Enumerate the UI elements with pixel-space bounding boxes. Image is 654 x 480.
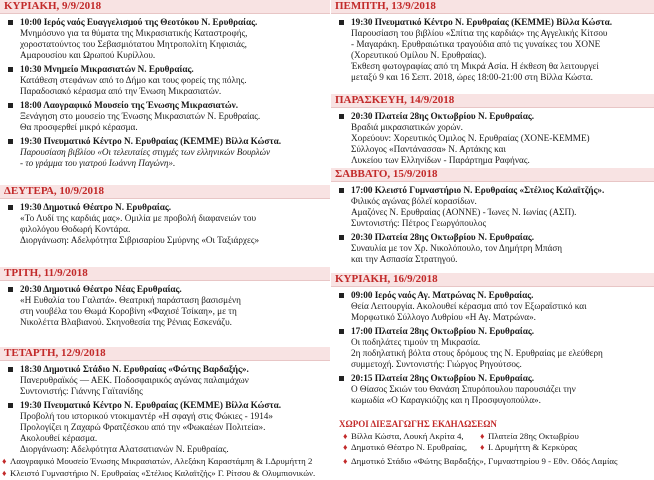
event-detail-line: συμμετοχή. Συντονιστής: Γιώργος Ρηγούτσος.: [351, 359, 522, 369]
event-detail-line: Νικολέττα Βλαβιανού. Σκηνοθεσία της Ρένιας Εσκενάζυ.: [20, 317, 232, 327]
event-detail-line: Προλογίζει η Ζαχαρώ Φρατζέσκου από την «Φωκαέων Πολιτεία».: [20, 422, 266, 432]
diamond-bullet-icon: ♦: [480, 442, 485, 452]
event-detail-line: Συντονιστής: Πέτρος Γεωργόπουλος: [351, 218, 487, 228]
event-item: [331, 111, 654, 166]
event-item: [331, 17, 654, 83]
event-detail-line: Διοργάνωση: Αδελφότητα Αλατσατιανών Ν. Ερυθραίας.: [20, 444, 229, 454]
venue-text: Λαογραφικό Μουσείο Ένωσης Μικρασιατών, Αλεξάκη Καραστάμπη & Ι.Δρυμήττη 2: [10, 456, 313, 466]
day-section: [0, 0, 330, 185]
event-detail-line: Μνημόσυνο για τα θύματα της Μικρασιατικής Καταστροφής,: [20, 28, 248, 38]
event-detail-line: Θεία Λειτουργία. Ακολουθεί κέρασμα από τον Εξωραϊστικό και: [351, 301, 587, 311]
event-detail-line: Έκθεση φωτογραφίας από τη Μικρά Ασία. Η έκθεση θα λειτουργεί: [351, 61, 599, 71]
day-section: [0, 267, 330, 347]
event-detail-line: Πανερυθραϊκός — ΑΕΚ. Ποδοσφαιρικός αγώνας παλαιμάχων: [20, 375, 249, 385]
event-time-venue: 19:30 Πνευματικό Κέντρο Ν. Ερυθραίας (ΚΕΜΜΕ) Βίλλα Κώστα.: [351, 17, 613, 27]
event-time-venue: 09:00 Ιερός ναός Αγ. Ματρώνας Ν. Ερυθραίας.: [351, 290, 534, 300]
venue-item: [480, 442, 577, 452]
event-detail-line: Κατάθεση στεφάνων από το Δήμο και τους φορείς της πόλης.: [20, 75, 247, 85]
event-detail-line: Λυκείου των Ελληνίδων - Παράρτημα Ραφήνας.: [351, 155, 530, 165]
event-detail-line: κωμωδία «Ο Καραγκιόζης και η Προσφυγοπούλα».: [351, 395, 541, 405]
bullet-square-icon: [339, 329, 344, 334]
venue-text: Δημοτικό Θέατρο Ν. Ερυθραίας,: [351, 442, 468, 452]
day-header: ΚΥΡΙΑΚΗ, 16/9/2018: [331, 273, 654, 287]
event-item: [0, 17, 330, 61]
venue-item: [343, 431, 464, 441]
bullet-square-icon: [8, 67, 13, 72]
day-header: ΠΕΜΠΤΗ, 13/9/2018: [331, 0, 654, 14]
event-detail-line: Θα προσφερθεί μικρό κέρασμα.: [20, 122, 138, 132]
bullet-square-icon: [339, 293, 344, 298]
event-time-venue: 17:00 Πλατεία 28ης Οκτωβρίου Ν. Ερυθραίας.: [351, 326, 535, 336]
event-item: [331, 373, 654, 406]
event-item: [331, 290, 654, 323]
venue-text: Δημοτικό Στάδιο «Φώτης Βαρδαξής», Γυμναστηρίου 9 - Εθν. Οδός Λαμίας: [351, 456, 618, 466]
diamond-bullet-icon: ♦: [2, 468, 7, 478]
event-detail-line: Προβολή του ιστορικού ντοκιμαντέρ «Η σφαγή στις Φώκιες - 1914»: [20, 411, 273, 421]
bullet-square-icon: [339, 114, 344, 119]
bullet-square-icon: [8, 205, 13, 210]
bullet-square-icon: [8, 20, 13, 25]
event-detail-line: (Χορευτικού Ομίλου Ν. Ερυθραίας).: [351, 50, 487, 60]
day-section: [331, 273, 654, 419]
event-detail-line: Αμαρουσίου και Ωρωπού Κυρίλλου.: [20, 50, 156, 60]
event-item: [0, 136, 330, 169]
event-item: [0, 64, 330, 97]
event-item: [331, 232, 654, 265]
day-header: ΠΑΡΑΣΚΕΥΗ, 14/9/2018: [331, 94, 654, 108]
event-detail-line: Ξενάγηση στο μουσείο της Ένωσης Μικρασιατών Ν. Ερυθραίας.: [20, 111, 261, 121]
event-detail-line: μεταξύ 9 και 16 Σεπτ. 2018, ώρες 18:00-21:00 στη Βίλλα Κώστα.: [351, 72, 593, 82]
event-item: [0, 364, 330, 397]
day-header: ΔΕΥΤΕΡΑ, 10/9/2018: [0, 185, 330, 199]
event-detail-line: Χορεύουν: Χορευτικός Όμιλος Ν. Ερυθραίας (ΧΟΝΕ-ΚΕΜΜΕ): [351, 133, 590, 143]
diamond-bullet-icon: ♦: [343, 431, 348, 441]
event-time-venue: 20:15 Πλατεία 28ης Οκτωβρίου Ν. Ερυθραίας.: [351, 373, 535, 383]
venue-item: [2, 468, 315, 478]
diamond-bullet-icon: ♦: [343, 442, 348, 452]
event-detail-line: Διοργάνωση: Αδελφότητα Σιβρισαρίου Σμύρνης «Οι Ταξιάρχες»: [20, 235, 260, 245]
event-item: [331, 185, 654, 229]
day-section: [331, 0, 654, 94]
event-detail-line: στη νουβέλα του Θωμά Κοροβίνη «Φαχισέ Τσίκαη», με τη: [20, 306, 237, 316]
diamond-bullet-icon: ♦: [480, 431, 485, 441]
day-section: [0, 347, 330, 465]
event-time-venue: 18:00 Λαογραφικό Μουσείο της Ένωσης Μικρασιατών.: [20, 100, 239, 110]
bullet-square-icon: [339, 376, 344, 381]
event-detail-line: - Μαγαράκη. Ερυθραιώτικα τραγούδια από τις γυναίκες του ΧΟΝΕ: [351, 39, 601, 49]
event-detail-line: Συντονιστής: Γιάννης Γαϊτανίδης: [20, 386, 143, 396]
event-detail-line: Παρουσίαση του βιβλίου «Σπίτια της καρδιάς» της Αγγελικής Κίτσου: [351, 28, 608, 38]
event-detail-line: Οι ποδηλάτες τιμούν τη Μικρασία.: [351, 337, 481, 347]
venue-item: [2, 456, 312, 466]
day-section: [331, 168, 654, 273]
event-time-venue: 20:30 Δημοτικό Θέατρο Νέας Ερυθραίας.: [20, 284, 182, 294]
bullet-square-icon: [8, 287, 13, 292]
event-detail-line: Φιλικός αγώνας βόλεϊ κορασίδων.: [351, 196, 477, 206]
event-time-venue: 10:00 Ιερός ναός Ευαγγελισμού της Θεοτόκου Ν. Ερυθραίας.: [20, 17, 258, 27]
event-time-venue: 19:30 Πνευματικό Κέντρο Ν. Ερυθραίας (ΚΕΜΜΕ) Βίλλα Κώστα.: [20, 400, 282, 410]
bullet-square-icon: [339, 20, 344, 25]
event-detail-line: - το γράμμα του γιατρού Ιωάννη Παγώνη».: [20, 158, 176, 168]
day-header: ΤΡΙΤΗ, 11/9/2018: [0, 267, 330, 281]
event-detail-line: χοροστατούντος του Σεβασμιότατου Μητροπολίτη Κηφισιάς,: [20, 39, 247, 49]
day-section: [0, 185, 330, 267]
day-header: ΣΑΒΒΑΤΟ, 15/9/2018: [331, 168, 654, 182]
event-detail-line: Παραδοσιακό κέρασμα από την Ένωση Μικρασιατών.: [20, 86, 222, 96]
venue-text: Βίλλα Κώστα, Λουκή Ακρίτα 4,: [351, 431, 464, 441]
event-time-venue: 17:00 Κλειστό Γυμναστήριο Ν. Ερυθραίας «Στέλιος Καλαϊτζής».: [351, 185, 605, 195]
venue-item: [480, 431, 579, 441]
event-item: [0, 100, 330, 133]
event-item: [0, 284, 330, 328]
event-detail-line: Συναυλία με τον Χρ. Νικολόπουλο, τον Δημήτρη Μπάση: [351, 243, 563, 253]
venue-text: Ι. Δρυμήττη & Κερκύρας: [488, 442, 578, 452]
event-detail-line: και την Ασπασία Στρατηγού.: [351, 254, 458, 264]
bullet-square-icon: [339, 235, 344, 240]
event-detail-line: Ο Θίασος Σκιών του Θανάση Σπυρόπουλου παρουσιάζει την: [351, 384, 576, 394]
event-detail-line: Σύλλογος «Παντάνασσα» Ν. Αρτάκης και: [351, 144, 506, 154]
diamond-bullet-icon: ♦: [343, 456, 348, 466]
event-detail-line: Βραδιά μικρασιατικών χορών.: [351, 122, 463, 132]
event-detail-line: Παρουσίαση βιβλίου «Οι τελευταίες στιγμές των ελληνικών Βουρλών: [20, 147, 271, 157]
event-detail-line: Μορφωτικό Σύλλογο Λυθρίου «Η Αγ. Ματρώνα».: [351, 312, 536, 322]
bullet-square-icon: [8, 403, 13, 408]
event-item: [0, 400, 330, 455]
bullet-square-icon: [8, 367, 13, 372]
event-item: [331, 326, 654, 370]
event-time-venue: 18:30 Δημοτικό Στάδιο Ν. Ερυθραίας «Φώτης Βαρδαξής».: [20, 364, 249, 374]
event-time-venue: 20:30 Πλατεία 28ης Οκτωβρίου Ν. Ερυθραίας.: [351, 111, 535, 121]
venue-item: [343, 442, 467, 452]
event-time-venue: 10:30 Μνημείο Μικρασιατών Ν. Ερυθραίας.: [20, 64, 194, 74]
bullet-square-icon: [8, 103, 13, 108]
day-header: ΚΥΡΙΑΚΗ, 9/9/2018: [0, 0, 330, 14]
event-detail-line: 2η ποδηλατική βόλτα στους δρόμους της Ν. Ερυθραίας με ελεύθερη: [351, 348, 603, 358]
venues-heading: ΧΩΡΟΙ ΔΙΕΞΑΓΩΓΗΣ ΕΚΔΗΛΩΣΕΩΝ: [339, 419, 497, 429]
event-item: [0, 202, 330, 246]
bullet-square-icon: [8, 139, 13, 144]
diamond-bullet-icon: ♦: [2, 456, 7, 466]
event-detail-line: Ακολουθεί κέρασμα.: [20, 433, 98, 443]
venue-item: [343, 456, 617, 466]
event-time-venue: 19:30 Πνευματικό Κέντρο Ν. Ερυθραίας (ΚΕΜΜΕ) Βίλλα Κώστα.: [20, 136, 282, 146]
event-time-venue: 19:30 Δημοτικό Θέατρο Ν. Ερυθραίας.: [20, 202, 172, 212]
event-detail-line: «Το Λυδί της καρδιάς μας». Ομιλία με προβολή διαφανειών του: [20, 213, 257, 223]
event-detail-line: φιλολόγου Θοδωρή Κοντάρα.: [20, 224, 131, 234]
venue-text: Πλατεία 28ης Οκτωβρίου: [488, 431, 579, 441]
day-section: [331, 94, 654, 168]
venue-text: Κλειστό Γυμναστήριο Ν. Ερυθραίας «Στέλιος Καλαϊτζής» Γ. Ρίτσου & Ολυμπιονικών.: [10, 468, 316, 478]
event-time-venue: 20:30 Πλατεία 28ης Οκτωβρίου Ν. Ερυθραίας.: [351, 232, 535, 242]
bullet-square-icon: [339, 188, 344, 193]
day-header: ΤΕΤΑΡΤΗ, 12/9/2018: [0, 347, 330, 361]
event-detail-line: «Η Ευθαλία του Γαλατά». Θεατρική παράσταση βασισμένη: [20, 295, 241, 305]
event-detail-line: Αμαζόνες Ν. Ερυθραίας (ΑΟΝΝΕ) - Ίωνες Ν. Ιωνίας (ΑΣΠ).: [351, 207, 577, 217]
